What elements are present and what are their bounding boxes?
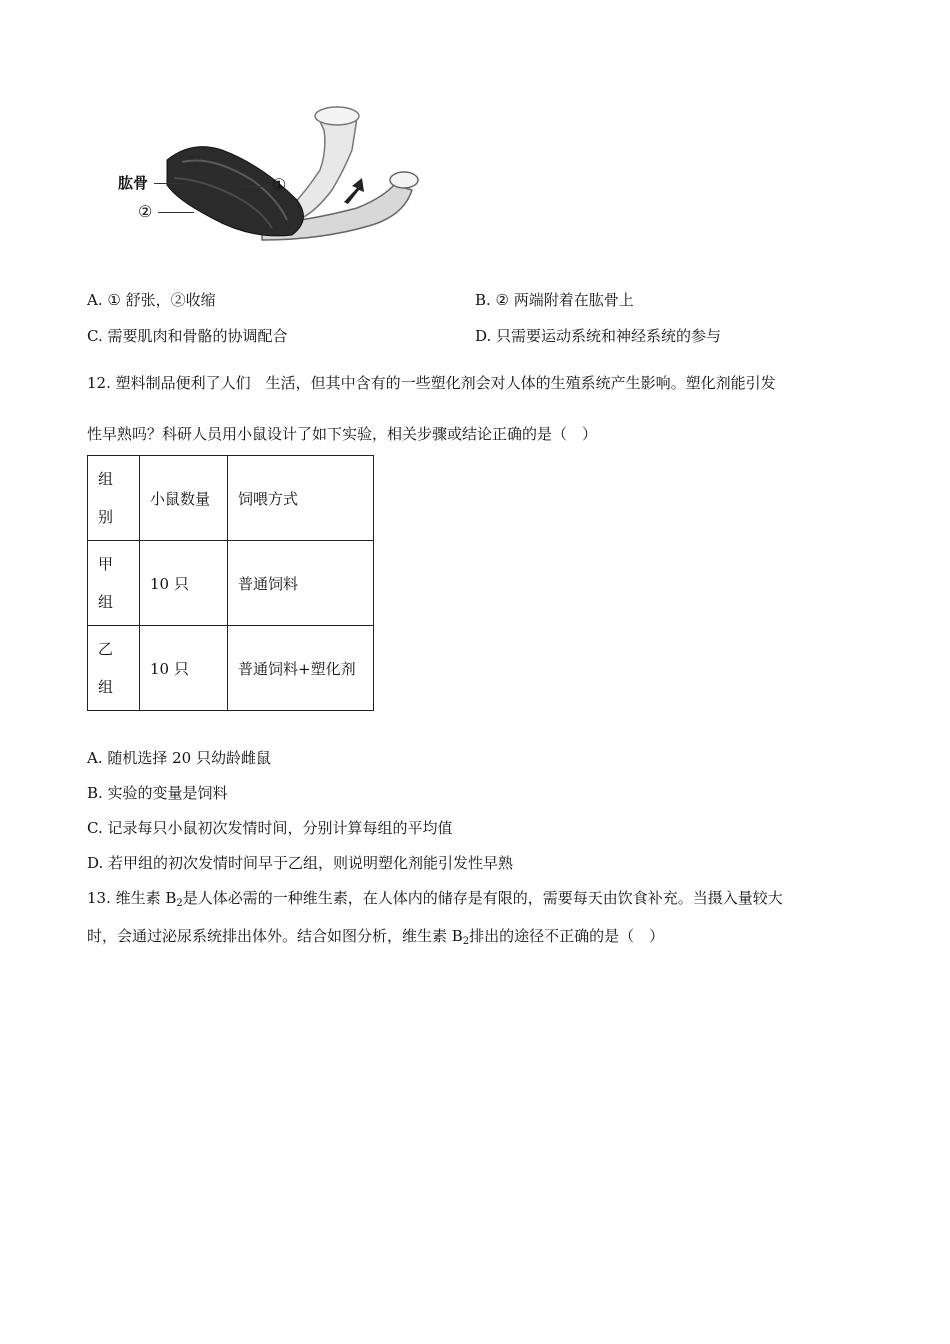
- header-group-char-2: 别: [98, 508, 114, 526]
- q12-option-d: D. 若甲组的初次发情时间早于乙组，则说明塑化剂能引发性早熟: [87, 854, 514, 872]
- q13-stem-line-1: [87, 888, 783, 914]
- table-row: [88, 626, 374, 711]
- arm-illustration: [112, 100, 432, 245]
- q13-line1-subscript: 2: [176, 898, 183, 909]
- table-row: [88, 541, 374, 626]
- row-feed-cell: 普通饲料+塑化剂: [228, 626, 374, 711]
- q13-line1-part-a: 13. 维生素 B: [87, 889, 177, 907]
- row-group-cell: [88, 626, 140, 711]
- q12-option-c: C. 记录每只小鼠初次发情时间，分别计算每组的平均值: [87, 819, 453, 837]
- q13-line2-part-a: 时，会通过泌尿系统排出体外。结合如图分析，维生素 B: [87, 927, 463, 945]
- q12-stem-line-1: 12. 塑料制品便利了人们 生活，但其中含有的一些塑化剂会对人体的生殖系统产生影响。塑化剂能引发: [87, 374, 776, 392]
- arm-muscle-figure: [112, 100, 432, 245]
- row-group-char-2: 组: [98, 678, 114, 696]
- header-count-cell: 小鼠数量: [140, 456, 228, 541]
- q12-stem-line-2: 性早熟吗？科研人员用小鼠设计了如下实验，相关步骤或结论正确的是（ ）: [87, 425, 598, 443]
- label-1: ①: [272, 175, 287, 194]
- q13-line2-subscript: 2: [462, 936, 470, 947]
- leader-line-1: [242, 186, 270, 187]
- q13-line2-part-b: 排出的途径不正确的是（ ）: [469, 927, 665, 945]
- leader-line-humerus: [154, 183, 184, 184]
- row-count-cell: 10 只: [140, 626, 228, 711]
- q12-option-a: A. 随机选择 20 只幼龄雌鼠: [87, 749, 271, 767]
- q11-option-c: C. 需要肌肉和骨骼的协调配合: [87, 327, 288, 345]
- row-count-cell: 10 只: [140, 541, 228, 626]
- q13-stem-line-2: [87, 926, 664, 952]
- label-humerus: 肱骨: [118, 174, 149, 192]
- row-group-char-1: 甲: [98, 555, 114, 573]
- row-feed-cell: 普通饲料: [228, 541, 374, 626]
- leader-line-2: [158, 212, 194, 213]
- q11-option-a: A. ① 舒张，②收缩: [87, 291, 216, 309]
- experiment-table: [87, 455, 374, 711]
- q12-option-b: B. 实验的变量是饲料: [87, 784, 228, 802]
- header-group-cell: [88, 456, 140, 541]
- row-group-char-1: 乙: [98, 640, 114, 658]
- row-group-cell: [88, 541, 140, 626]
- header-feed-cell: 饲喂方式: [228, 456, 374, 541]
- q13-line1-part-b: 是人体必需的一种维生素，在人体内的储存是有限的，需要每天由饮食补充。当摄入量较大: [182, 889, 783, 907]
- q11-option-d: D. 只需要运动系统和神经系统的参与: [475, 327, 722, 345]
- q11-option-b: B. ② 两端附着在肱骨上: [475, 291, 634, 309]
- row-group-char-2: 组: [98, 593, 114, 611]
- table-header-row: [88, 456, 374, 541]
- header-group-char-1: 组: [98, 470, 114, 488]
- label-2: ②: [138, 202, 153, 221]
